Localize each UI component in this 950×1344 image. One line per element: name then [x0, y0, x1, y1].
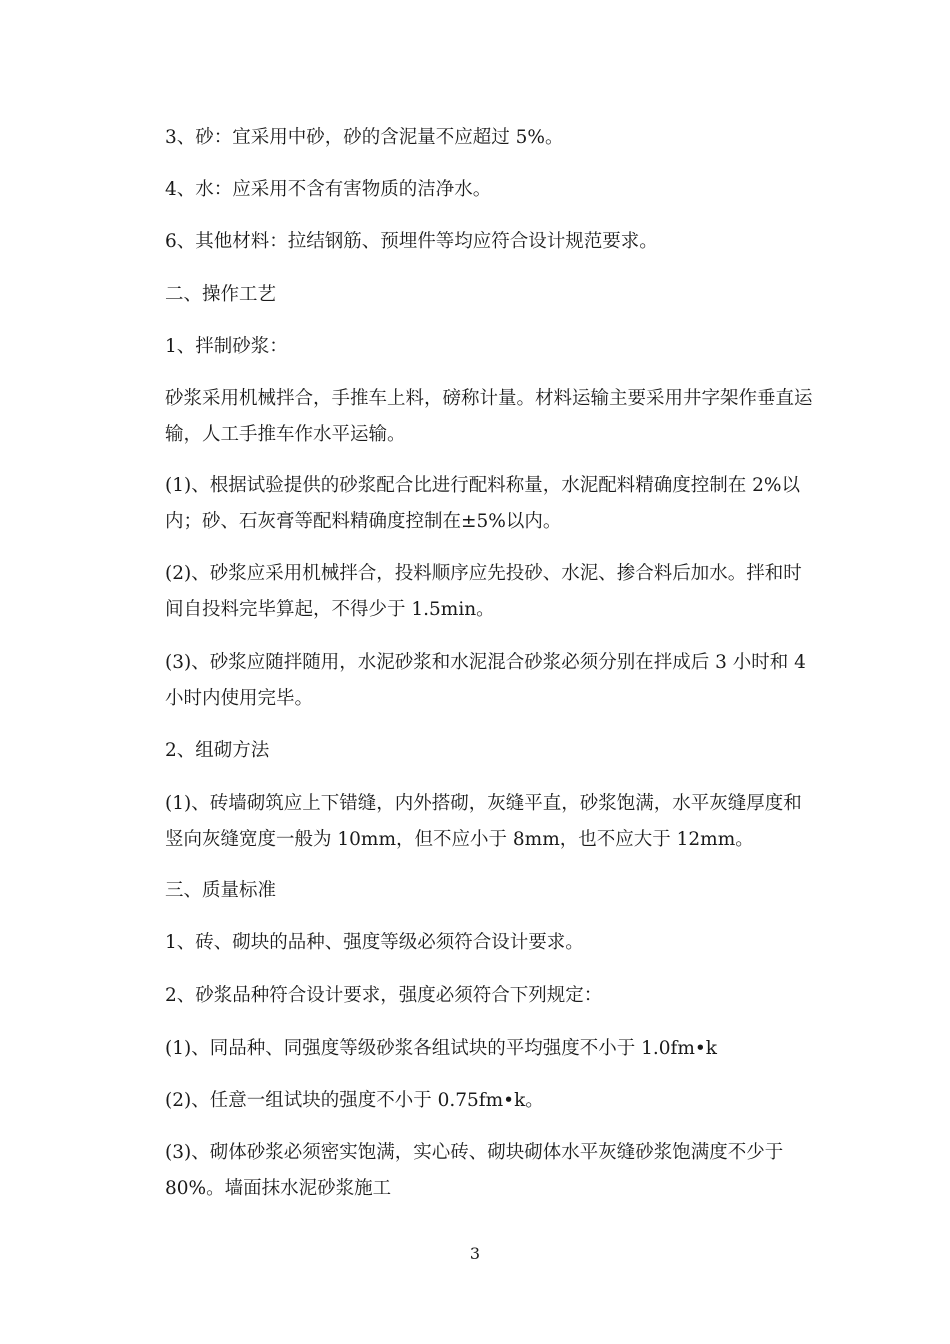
paragraph-water: 4、水：应采用不含有害物质的洁净水。 [165, 179, 492, 200]
page-number: 3 [469, 1244, 481, 1263]
paragraph-bonding-joints: (1)、砖墙砌筑应上下错缝，内外搭砌，灰缝平直，砂浆饱满，水平灰缝厚度和竖向灰缝宽度一般为 10mm，但不应小于 8mm，也不应大于 12mm。 [165, 793, 802, 850]
subheading-bonding-method: 2、组砌方法 [165, 740, 270, 761]
subheading-mixing-mortar: 1、拌制砂浆： [165, 336, 288, 357]
paragraph-quality-2-item-3: (3)、砌体砂浆必须密实饱满，实心砖、砌块砌体水平灰缝砂浆饱满度不少于80%。墙面抹水泥砂浆施工 [165, 1142, 784, 1199]
section-heading-quality: 三、质量标准 [165, 880, 277, 901]
paragraph-quality-2-item-2: (2)、任意一组试块的强度不小于 0.75fm•k。 [165, 1090, 544, 1111]
paragraph-sand: 3、砂：宜采用中砂，砂的含泥量不应超过 5%。 [165, 127, 564, 148]
paragraph-quality-1: 1、砖、砌块的品种、强度等级必须符合设计要求。 [165, 932, 584, 953]
paragraph-quality-2: 2、砂浆品种符合设计要求，强度必须符合下列规定： [165, 985, 603, 1006]
paragraph-mortar-mixing: 砂浆采用机械拌合，手推车上料，磅称计量。材料运输主要采用井字架作垂直运输，人工手推车作水平运输。 [165, 388, 813, 445]
paragraph-quality-2-item-1: (1)、同品种、同强度等级砂浆各组试块的平均强度不小于 1.0fm•k [165, 1038, 718, 1059]
paragraph-item-1-batching: (1)、根据试验提供的砂浆配合比进行配料称量，水泥配料精确度控制在 2%以内；砂、石灰膏等配料精确度控制在±5%以内。 [165, 475, 800, 532]
paragraph-item-3-usage: (3)、砂浆应随拌随用，水泥砂浆和水泥混合砂浆必须分别在拌成后 3 小时和 4小时内使用完毕。 [165, 652, 806, 709]
paragraph-item-2-mixing: (2)、砂浆应采用机械拌合，投料顺序应先投砂、水泥、掺合料后加水。拌和时间自投料完毕算起，不得少于 1.5min。 [165, 563, 802, 620]
section-heading-operation: 二、操作工艺 [165, 284, 277, 305]
paragraph-other-materials: 6、其他材料：拉结钢筋、预埋件等均应符合设计规范要求。 [165, 231, 658, 252]
